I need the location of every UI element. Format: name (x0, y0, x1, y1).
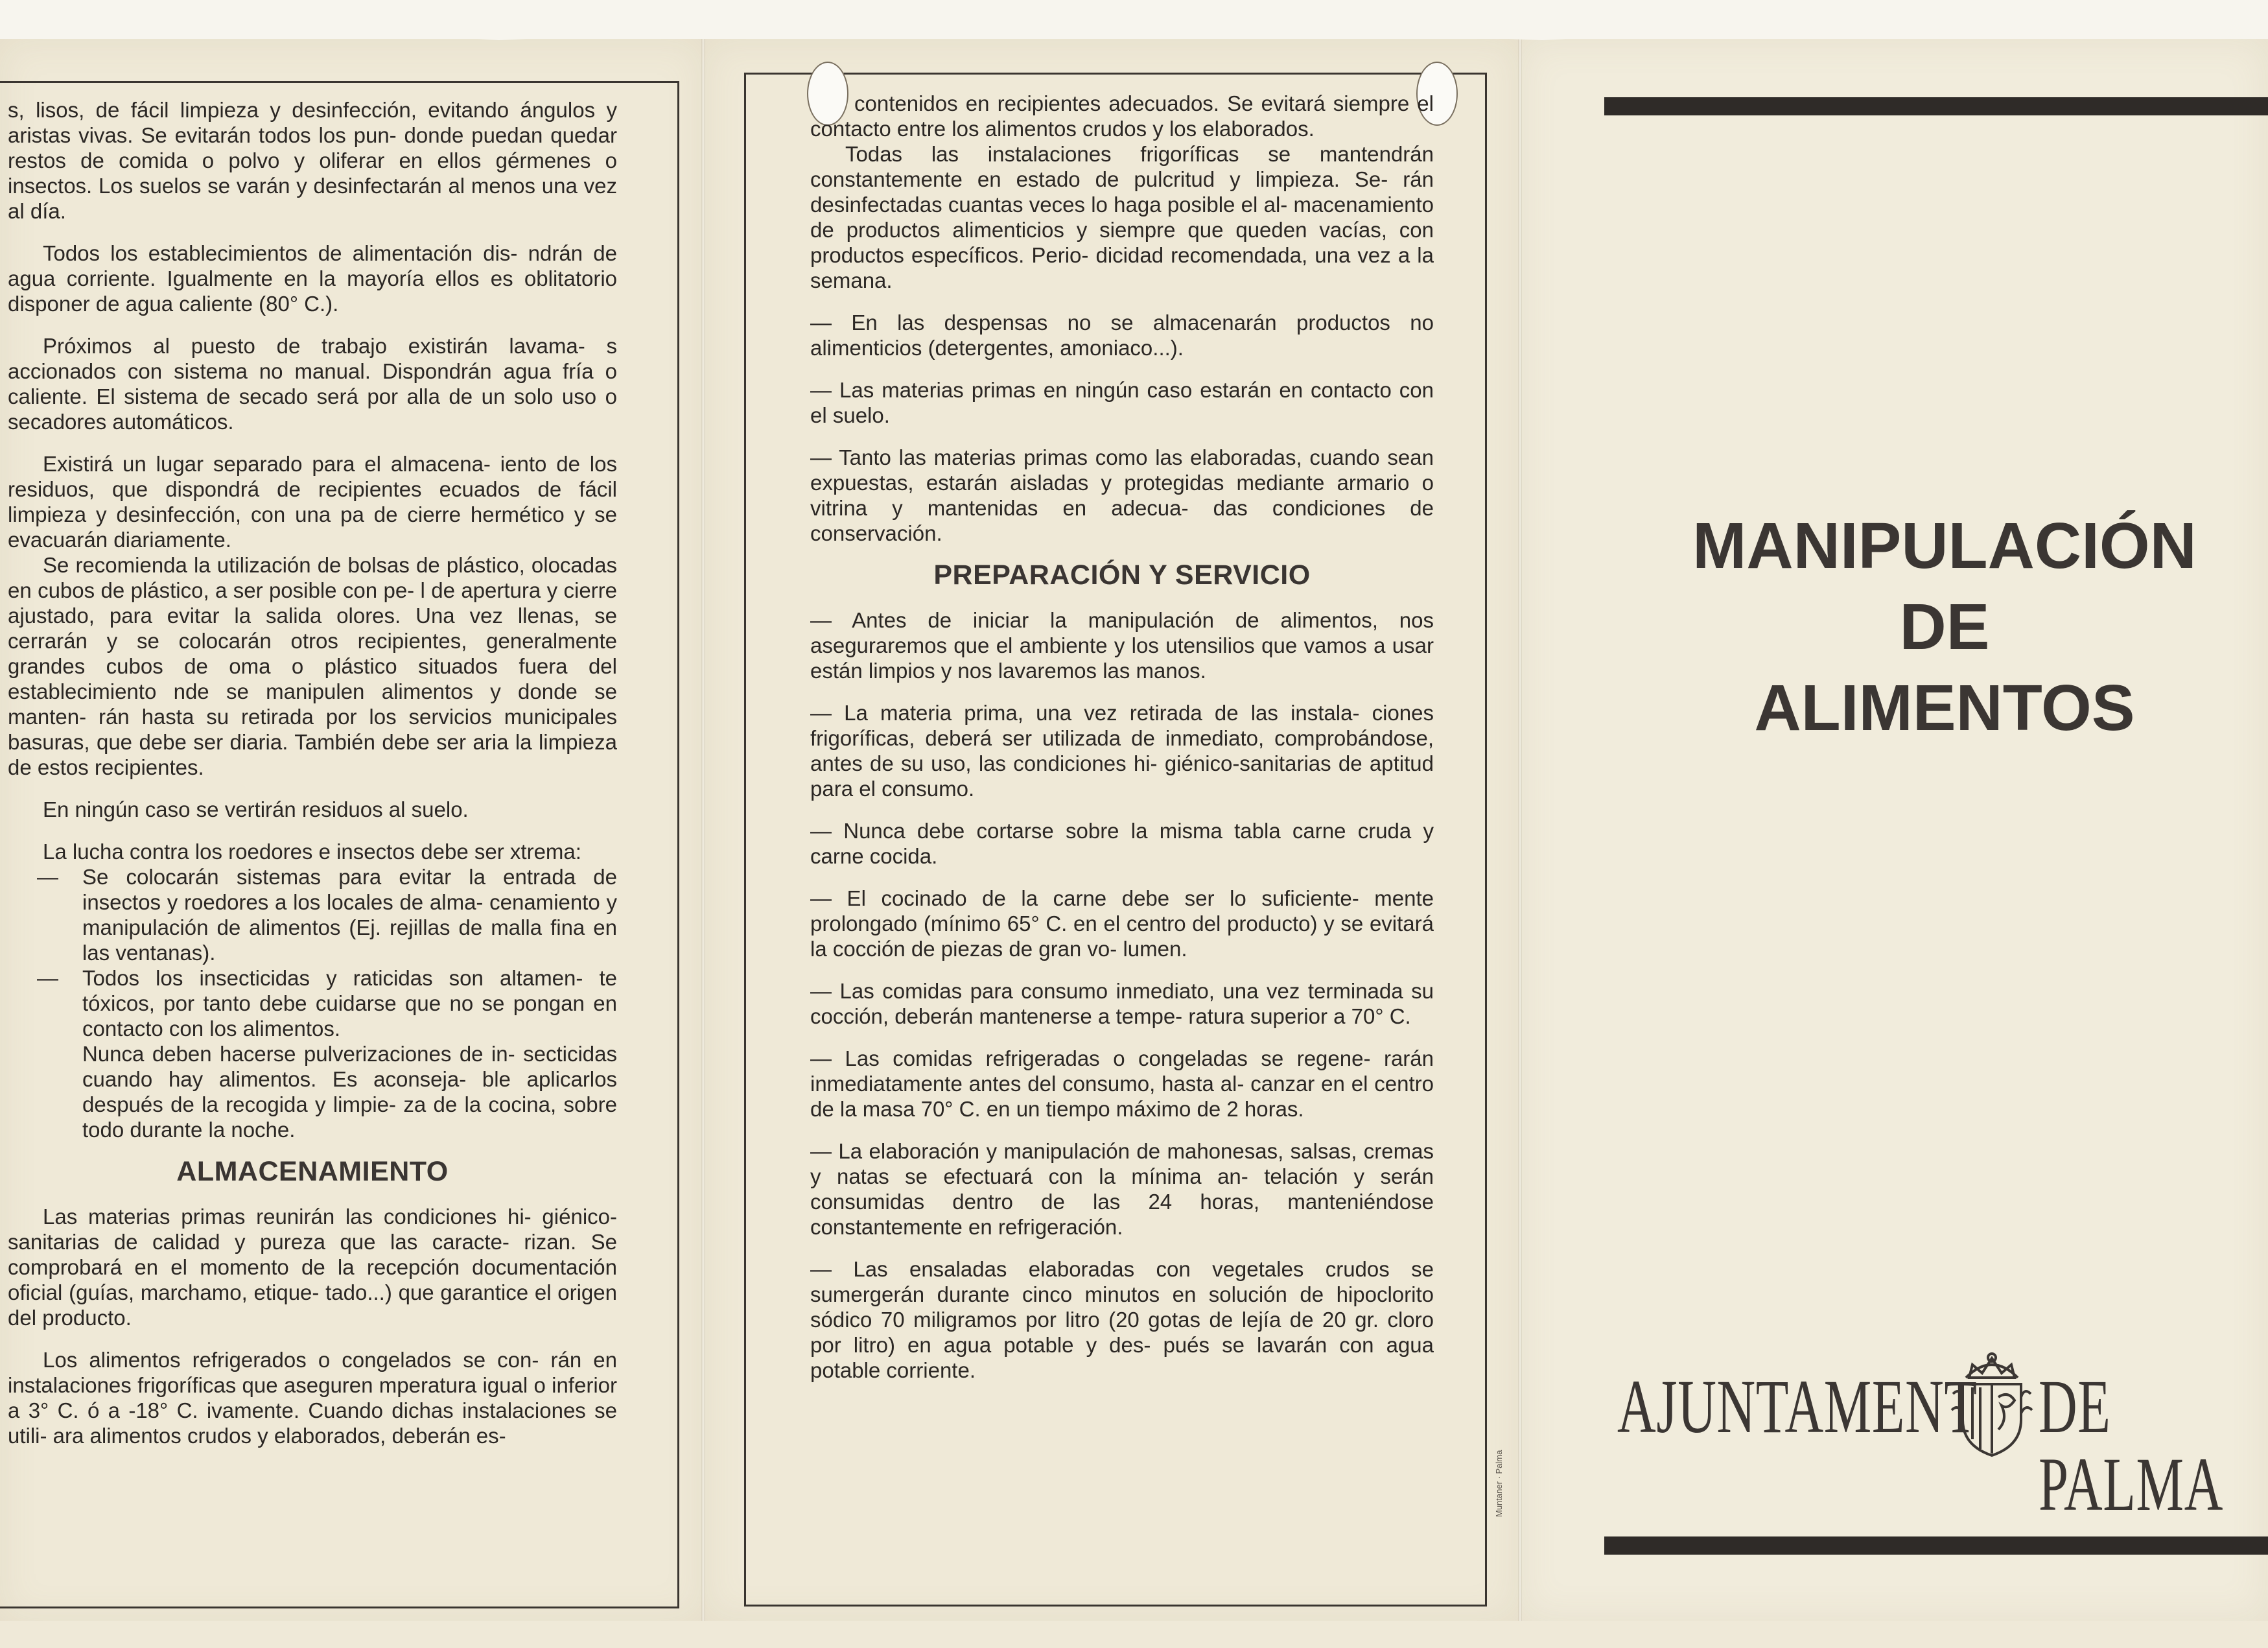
paragraph: En ningún caso se vertirán residuos al suelo. (43, 797, 469, 821)
list-item: — Todos los insecticidas y raticidas son altamen- te tóxicos, por tanto debe cuidarse que no se pongan en contacto con los alimentos. (37, 966, 617, 1041)
middle-column-text (810, 91, 1434, 1400)
dash-item: — Las comidas para consumo inmediato, una vez terminada su cocción, deberán mantenerse a tempe- ratura superior a 70° C. (810, 979, 1434, 1028)
publisher-name-right: DE PALMA (2039, 1364, 2224, 1527)
paragraph: Se recomienda la utilización de bolsas de plástico, olocadas en cubos de plástico, a ser posible con pe- l de apertura y cierre ajustado, para evitar la salida olores. Una vez llenas, se cerrarán y se colocarán otros recipientes, generalmente grandes cubos de oma o plástico situados fuera del establecimiento nde se manipulen alimentos y donde se manten- rán hasta su retirada por los servicios municipales basuras, que debe ser diaria. También debe ser aria la limpieza de estos recipientes. (8, 553, 617, 779)
bullet-continuation: Nunca deben hacerse pulverizaciones de in- secticidas cuando hay alimentos. Es aconseja- ble aplicarlos después de la recogida y limpie- za de la cocina, sobre todo durante la noche. (82, 1042, 617, 1142)
paragraph: Todas las instalaciones frigoríficas se mantendrán constantemente en estado de pulcritud y limpieza. Se- rán desinfectadas cuantas veces lo haga posible el al- macenamiento de productos alimenticios y siempre que queden vacías, con productos específicos. Perio- dicidad recomendada, una vez a la semana. (810, 142, 1434, 292)
cover-title-line: DE (1899, 591, 1990, 663)
fold-line (701, 39, 705, 1621)
dash-item: — El cocinado de la carne debe ser lo suficiente- mente prolongado (mínimo 65° C. en el centro del producto) y se evitará la cocción de piezas de gran vo- lumen. (810, 886, 1434, 961)
bullet-list (8, 864, 617, 1041)
dash-item: — La materia prima, una vez retirada de las instala- ciones frigoríficas, deberá ser utilizada de inmediato, comprobándose, antes de su uso, las condiciones hi- giénico-sanitarias de aptitud para el consumo. (810, 701, 1434, 801)
left-column-text (8, 97, 617, 1465)
dash-item: — En las despensas no se almacenarán productos no alimenticios (detergentes, amoniaco...). (810, 311, 1434, 360)
paragraph: Las materias primas reunirán las condiciones hi- giénico-sanitarias de calidad y pureza que las caracte- rizan. Se comprobará en el momento de la recepción documentación oficial (guías, marchamo, etique- tado...) que garantice el origen del producto. (8, 1205, 617, 1330)
cover-rule-top (1604, 97, 2268, 115)
dash-item: — Las ensaladas elaboradas con vegetales crudos se sumergerán durante cinco minutos en solución de hipoclorito sódico 70 miligramos por litro (20 gotas de lejía de 20 gr. cloro por litro) en agua potable y des- pués se lavarán con agua potable corriente. (810, 1257, 1434, 1382)
dash-bullet: — (37, 966, 58, 990)
paragraph: Los alimentos refrigerados o congelados se con- rán en instalaciones frigoríficas que aseguren mperatura igual o inferior a 3° C. ó a -18° C. ivamente. Cuando dichas instalaciones se utili- ara alimentos crudos y elaborados, deberán es- (8, 1348, 617, 1448)
publisher-logo (1617, 1348, 2268, 1527)
paragraph: Próximos al puesto de trabajo existirán lavama- s accionados con sistema no manual. Dispondrán agua fría o caliente. El sistema de secado será por alla de un solo uso o secadores automáticos. (8, 334, 617, 434)
list-item: — Se colocarán sistemas para evitar la entrada de insectos y roedores a los locales de alma- cenamiento y manipulación de alimentos (Ej. rejillas de malla fina en las ventanas). (37, 865, 617, 965)
coat-of-arms-icon (1947, 1348, 2037, 1459)
section-heading-almacenamiento: ALMACENAMIENTO (176, 1156, 449, 1187)
paragraph: contenidos en recipientes adecuados. Se evitará siempre el contacto entre los alimentos crudos y los elaborados. (810, 91, 1434, 141)
fold-line (1518, 39, 1522, 1621)
dash-item: — Nunca debe cortarse sobre la misma tabla carne cruda y carne cocida. (810, 819, 1434, 868)
dash-bullet: — (37, 865, 58, 889)
printer-imprint: Muntaner · Palma (1494, 1450, 1504, 1517)
publisher-name-left: AJUNTAMENT (1617, 1364, 1978, 1449)
dash-item: — Antes de iniciar la manipulación de alimentos, nos aseguraremos que el ambiente y los utensilios que vamos a usar están limpios y nos lavaremos las manos. (810, 608, 1434, 683)
paragraph: Existirá un lugar separado para el almacena- iento de los residuos, que dispondrá de recipientes ecuados de fácil limpieza y desinfección, con una pa de cierre hermético y se evacuarán diariamente. (8, 452, 617, 552)
cover-title-line: MANIPULACIÓN (1692, 510, 2197, 582)
section-heading-preparacion: PREPARACIÓN Y SERVICIO (933, 559, 1311, 591)
paragraph: La lucha contra los roedores e insectos debe ser xtrema: (43, 840, 581, 864)
dash-item: — Las materias primas en ningún caso estarán en contacto con el suelo. (810, 378, 1434, 427)
cover-title-line: ALIMENTOS (1754, 672, 2135, 744)
dash-item: — La elaboración y manipulación de mahonesas, salsas, cremas y natas se efectuará con la mínima an- telación y serán consumidas dentro de las 24 horas, manteniéndose constantemente en refrigeración. (810, 1139, 1434, 1239)
paragraph: Todos los establecimientos de alimentación dis- ndrán de agua corriente. Igualmente en la mayoría ellos es oblitatorio disponer de agua caliente (80° C.). (8, 241, 617, 316)
dash-item: — Tanto las materias primas como las elaboradas, cuando sean expuestas, estarán aisladas y protegidas mediante armario o vitrina y mantenidas en adecua- das condiciones de conservación. (810, 445, 1434, 545)
cover-rule-bottom (1604, 1536, 2268, 1555)
cover-title (1620, 506, 2268, 749)
dash-item: — Las comidas refrigeradas o congeladas se regene- rarán inmediatamente antes del consumo, hasta al- canzar en el centro de la masa 70° C. en un tiempo máximo de 2 horas. (810, 1046, 1434, 1121)
paragraph: s, lisos, de fácil limpieza y desinfección, evitando ángulos y aristas vivas. Se evitarán todos los pun- donde puedan quedar restos de comida o polvo y oliferar en ellos gérmenes o insectos. Los suelos se varán y desinfectarán al menos una vez al día. (8, 98, 617, 223)
